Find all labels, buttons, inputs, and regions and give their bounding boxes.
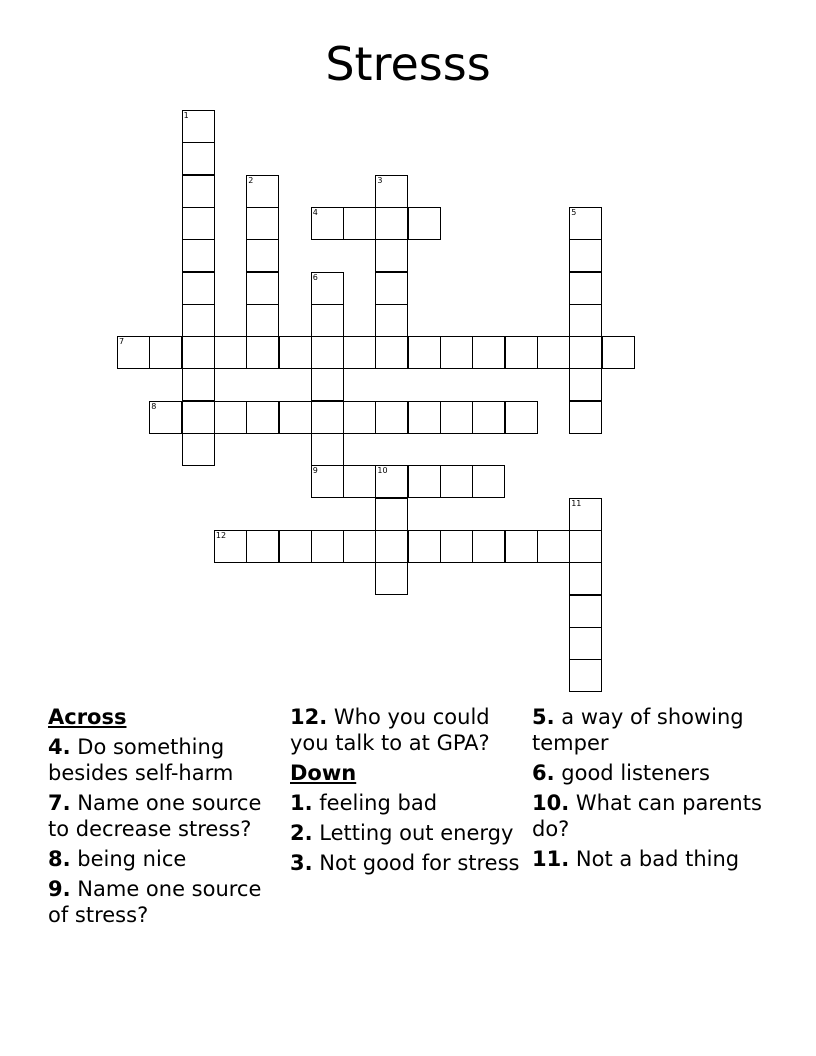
page-title: Stresss: [325, 37, 491, 91]
clue-down-3: [290, 850, 526, 876]
grid-cell[interactable]: [375, 272, 408, 305]
grid-cell[interactable]: [279, 530, 312, 563]
cell-number: 2: [248, 175, 254, 185]
clues-column-3: [532, 704, 768, 876]
grid-cell[interactable]: [182, 239, 215, 272]
clue-number: 4.: [48, 735, 71, 759]
grid-cell[interactable]: [246, 272, 279, 305]
clue-text: Name one source of stress?: [48, 877, 262, 927]
grid-cell[interactable]: [569, 207, 602, 240]
clue-text: What can parents do?: [532, 791, 762, 841]
grid-cell[interactable]: [246, 336, 279, 369]
clue-number: 10.: [532, 791, 570, 815]
grid-cell[interactable]: [408, 207, 441, 240]
grid-cell[interactable]: [472, 530, 505, 563]
grid-cell[interactable]: [569, 562, 602, 595]
grid-cell[interactable]: [246, 401, 279, 434]
grid-cell[interactable]: [569, 530, 602, 563]
clue-number: 3.: [290, 851, 313, 875]
cell-number: 8: [151, 401, 157, 411]
clue-down-5: [532, 704, 768, 756]
grid-cell[interactable]: [440, 465, 473, 498]
clue-text: Who you could you talk to at GPA?: [290, 705, 490, 755]
grid-cell[interactable]: [182, 175, 215, 208]
clue-across-9: [48, 876, 284, 928]
grid-cell[interactable]: [569, 595, 602, 628]
clue-text: Not good for stress: [319, 851, 520, 875]
clue-number: 6.: [532, 761, 555, 785]
grid-cell[interactable]: [505, 530, 538, 563]
grid-cell[interactable]: [375, 336, 408, 369]
clue-text: feeling bad: [319, 791, 438, 815]
clue-number: 5.: [532, 705, 555, 729]
grid-cell[interactable]: [569, 272, 602, 305]
grid-cell[interactable]: [343, 465, 376, 498]
grid-cell[interactable]: [343, 401, 376, 434]
grid-cell[interactable]: [569, 239, 602, 272]
clue-across-7: [48, 790, 284, 842]
grid-cell[interactable]: [149, 336, 182, 369]
grid-cell[interactable]: [569, 336, 602, 369]
clue-down-10: [532, 790, 768, 842]
clue-number: 8.: [48, 847, 71, 871]
grid-cell[interactable]: [537, 336, 570, 369]
clue-number: 2.: [290, 821, 313, 845]
grid-cell[interactable]: [182, 142, 215, 175]
grid-cell[interactable]: [408, 530, 441, 563]
grid-cell[interactable]: [505, 336, 538, 369]
grid-cell[interactable]: [311, 272, 344, 305]
grid-cell[interactable]: [375, 562, 408, 595]
grid-cell[interactable]: [440, 401, 473, 434]
grid-cell[interactable]: [375, 304, 408, 337]
clue-down-6: [532, 760, 768, 786]
grid-cell[interactable]: [343, 207, 376, 240]
grid-cell[interactable]: [246, 304, 279, 337]
grid-cell[interactable]: [246, 207, 279, 240]
grid-cell[interactable]: [246, 530, 279, 563]
grid-cell[interactable]: [311, 207, 344, 240]
grid-cell[interactable]: [182, 368, 215, 401]
grid-cell[interactable]: [311, 433, 344, 466]
grid-cell[interactable]: [472, 465, 505, 498]
cell-number: 7: [119, 337, 125, 347]
clue-down-11: [532, 846, 768, 872]
clue-across-8: [48, 846, 284, 872]
clue-number: 7.: [48, 791, 71, 815]
clue-number: 12.: [290, 705, 328, 729]
grid-cell[interactable]: [375, 239, 408, 272]
grid-cell[interactable]: [182, 336, 215, 369]
grid-cell[interactable]: [182, 433, 215, 466]
grid-cell[interactable]: [214, 401, 247, 434]
grid-cell[interactable]: [279, 336, 312, 369]
grid-cell[interactable]: [182, 401, 215, 434]
clue-number: 9.: [48, 877, 71, 901]
clue-number: 11.: [532, 847, 570, 871]
grid-cell[interactable]: [214, 530, 247, 563]
cell-number: 1: [183, 111, 189, 120]
grid-cell[interactable]: [602, 336, 635, 369]
grid-cell[interactable]: [569, 659, 602, 692]
grid-cell[interactable]: [408, 401, 441, 434]
grid-cell[interactable]: [505, 401, 538, 434]
across-heading: Across: [48, 705, 127, 729]
grid-cell[interactable]: [375, 175, 408, 208]
clue-down-2: [290, 820, 526, 846]
grid-cell[interactable]: [117, 336, 150, 369]
grid-cell[interactable]: [182, 110, 215, 143]
cell-number: 10: [377, 466, 388, 476]
clue-text: good listeners: [561, 761, 710, 785]
cell-number: 3: [377, 175, 383, 185]
grid-cell[interactable]: [311, 401, 344, 434]
grid-cell[interactable]: [343, 336, 376, 369]
grid-cell[interactable]: [311, 304, 344, 337]
grid-cell[interactable]: [311, 530, 344, 563]
cell-number: 12: [215, 530, 227, 540]
clue-text: a way of showing temper: [532, 705, 744, 755]
grid-cell[interactable]: [279, 401, 312, 434]
grid-cell[interactable]: [343, 530, 376, 563]
grid-cell[interactable]: [375, 401, 408, 434]
grid-cell[interactable]: [569, 368, 602, 401]
clue-text: Do something besides self-harm: [48, 735, 234, 785]
grid-cell[interactable]: [375, 465, 408, 498]
cell-number: 5: [571, 207, 577, 217]
clue-text: Name one source to decrease stress?: [48, 791, 262, 841]
grid-cell[interactable]: [408, 336, 441, 369]
clue-down-1: [290, 790, 526, 816]
grid-cell[interactable]: [472, 401, 505, 434]
cell-number: 4: [312, 207, 318, 217]
clue-text: being nice: [77, 847, 187, 871]
grid-cell[interactable]: [440, 336, 473, 369]
grid-cell[interactable]: [569, 498, 602, 531]
down-heading: Down: [290, 761, 357, 785]
grid-cell[interactable]: [440, 530, 473, 563]
cell-number: 11: [571, 498, 582, 508]
grid-cell[interactable]: [246, 175, 279, 208]
grid-cell[interactable]: [311, 368, 344, 401]
clues-column-2: [290, 704, 526, 880]
grid-cell[interactable]: [149, 401, 182, 434]
clue-text: Not a bad thing: [575, 847, 740, 871]
grid-cell[interactable]: [569, 401, 602, 434]
grid-cell[interactable]: [537, 530, 570, 563]
grid-cell[interactable]: [311, 465, 344, 498]
grid-cell[interactable]: [408, 465, 441, 498]
clues-column-1: [48, 704, 284, 932]
grid-cell[interactable]: [182, 304, 215, 337]
grid-cell[interactable]: [246, 239, 279, 272]
clue-text: Letting out energy: [319, 821, 514, 845]
grid-cell[interactable]: [375, 207, 408, 240]
clue-number: 1.: [290, 791, 313, 815]
clue-across-4: [48, 734, 284, 786]
grid-cell[interactable]: [375, 498, 408, 531]
clue-across-12: [290, 704, 526, 756]
grid-cell[interactable]: [472, 336, 505, 369]
grid-cell[interactable]: [569, 627, 602, 660]
grid-cell[interactable]: [182, 272, 215, 305]
cell-number: 6: [312, 272, 318, 282]
grid-cell[interactable]: [182, 207, 215, 240]
cell-number: 9: [312, 466, 318, 476]
grid-cell[interactable]: [569, 304, 602, 337]
grid-cell[interactable]: [311, 336, 344, 369]
grid-cell[interactable]: [214, 336, 247, 369]
grid-cell[interactable]: [375, 530, 408, 563]
